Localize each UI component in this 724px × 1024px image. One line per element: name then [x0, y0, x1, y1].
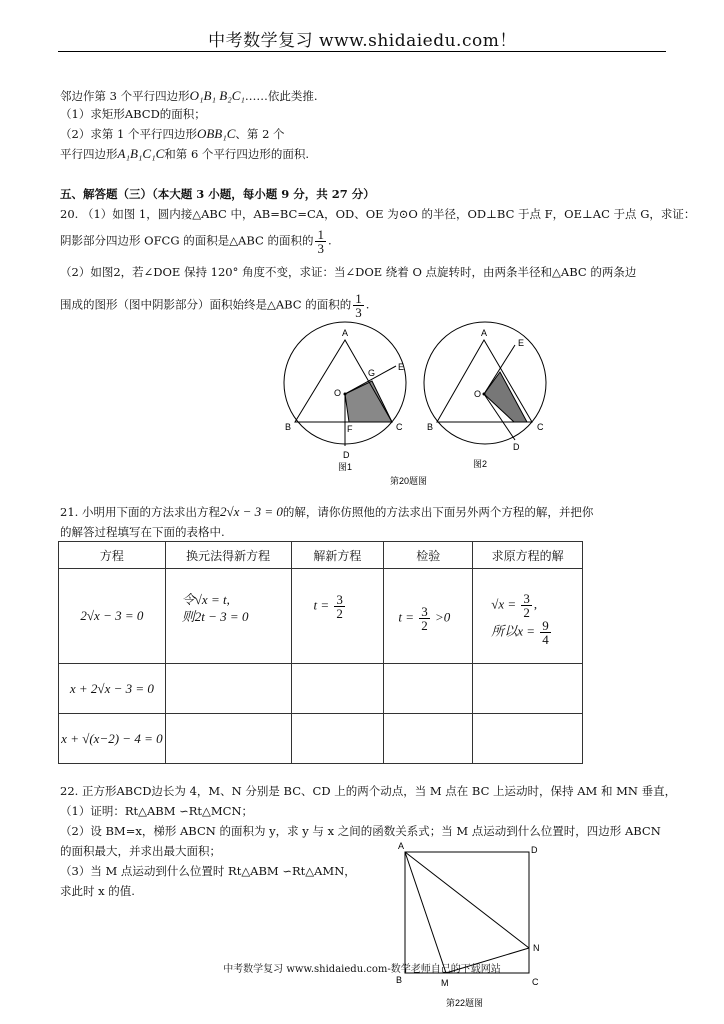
label-b: B — [396, 975, 403, 985]
label-o: O — [334, 388, 342, 398]
label-e: E — [398, 362, 405, 372]
substitution-step-2: 则2t − 3 = 0 — [181, 609, 249, 624]
problem-22-line-5: （3）当 M 点运动到什么位置时 Rt△ABM ∽Rt△AMN， — [60, 864, 356, 878]
question-1: （1）求矩形ABCD的面积； — [60, 107, 206, 121]
fraction-denominator: 3 — [355, 305, 362, 320]
table-row — [59, 714, 583, 764]
problem-20-line-3: （2）如图2，若∠DOE 保持 120° 角度不变，求证：当∠DOE 绕着 O 点旋转时，由两条半径和△ABC 的两条边 — [60, 265, 637, 279]
row-2-equation: x + 2√x − 3 = 0 — [59, 664, 166, 714]
center-point — [344, 393, 347, 396]
problem-22-line-1: 22. 正方形ABCD边长为 4，M、N 分别是 BC、CD 上的两个动点，当 M 点在 BC 上运动时，保持 AM 和 MN 垂直， — [60, 784, 677, 798]
center-point — [483, 393, 486, 396]
continuation-text: 邻边作第 3 个平行四边形 — [60, 89, 190, 103]
segment-am — [405, 852, 446, 973]
label-e: E — [518, 338, 525, 348]
figure-1-label: 图1 — [338, 462, 353, 472]
section-title: 五、解答题（三）（本大题 3 小题，每小题 9 分，共 27 分） — [60, 187, 375, 201]
check-fraction — [419, 605, 430, 632]
fraction-numerator: 1 — [355, 291, 362, 306]
label-a: A — [481, 328, 488, 338]
problem-21-line-2: 的解答过程填写在下面的表格中. — [60, 525, 225, 539]
label-d: D — [513, 442, 520, 452]
shaded-region — [345, 381, 392, 422]
header-equation: 方程 — [59, 542, 166, 569]
problem-22-line-6: 求此时 x 的值. — [60, 884, 135, 898]
fraction-denominator: 2 — [336, 605, 343, 621]
row-3-check — [384, 714, 473, 764]
table-row — [59, 569, 583, 664]
solve-lhs: t = — [313, 596, 330, 612]
fraction-numerator: 3 — [523, 591, 530, 606]
fraction-numerator: 1 — [317, 227, 324, 242]
label-c: C — [396, 422, 403, 432]
shaded-region — [484, 372, 527, 422]
row-1-check — [384, 569, 473, 664]
fraction-denominator: 2 — [523, 605, 530, 620]
label-o: O — [474, 389, 482, 399]
problem-21-line-1 — [60, 504, 593, 520]
row-2-original-solution — [473, 664, 583, 714]
label-f: F — [347, 424, 353, 434]
circle-outline — [424, 322, 546, 444]
row-3-solve — [291, 714, 384, 764]
page-header: 中考数学复习 www.shidaiedu.com！ — [208, 31, 517, 51]
label-g: G — [368, 368, 376, 378]
row-2-substitution — [165, 664, 291, 714]
problem-22-line-3: （2）设 BM=x，梯形 ABCN 的面积为 y，求 y 与 x 之间的函数关系式；当 M 点运动到什么位置时，四边形 ABCN — [60, 824, 661, 838]
row-3-equation: x + √(x−2) − 4 = 0 — [59, 714, 166, 764]
parallelogram-label: A₁B₁C₁C — [117, 146, 165, 161]
label-c: C — [532, 977, 539, 987]
question-2-text: （2）求第 1 个平行四边形 — [60, 127, 197, 141]
orig-lhs: 所以x = — [491, 623, 535, 639]
label-d: D — [531, 845, 538, 855]
check-lhs: t = — [398, 608, 414, 624]
question-2-text-c: 平行四边形 — [60, 147, 118, 161]
figure-22-caption: 第22题图 — [446, 998, 484, 1008]
comma: , — [533, 596, 538, 612]
page-footer: 中考数学复习 www.shidaiedu.com-数学老师自己的下载网站 — [223, 964, 501, 975]
label-a: A — [342, 328, 349, 338]
label-c: C — [537, 422, 544, 432]
row-2-solve — [291, 664, 384, 714]
header-check: 检验 — [384, 542, 473, 569]
problem-20-line-1: 20. （1）如图 1，圆内接△ABC 中，AB=BC=CA，OD、OE 为⊙O 的半径，OD⊥BC 于点 F，OE⊥AC 于点 G，求证： — [60, 207, 696, 221]
table-header-row — [59, 542, 583, 569]
row-3-substitution — [165, 714, 291, 764]
original-solution-step-2 — [491, 619, 582, 646]
figure-2-label: 图2 — [473, 459, 488, 469]
label-b: B — [427, 422, 434, 432]
fraction-denominator: 4 — [542, 632, 549, 647]
fraction-numerator: 3 — [421, 603, 428, 619]
square-abcd — [405, 852, 529, 973]
question-2-text-d: 和第 6 个平行四边形的面积. — [164, 147, 310, 161]
header-solve-new: 解新方程 — [291, 542, 384, 569]
header-original-solution: 求原方程的解 — [473, 542, 583, 569]
problem-22-line-4: 的面积最大，并求出最大面积； — [60, 844, 221, 858]
figure-22 — [396, 841, 540, 1008]
figure-20-caption: 第20题图 — [390, 476, 428, 486]
fraction-numerator: 9 — [542, 618, 549, 633]
problem-21-text-b: 的解，请你仿照他的方法求出下面另外两个方程的解，并把你 — [282, 505, 594, 519]
problem-20-text: 阴影部分四边形 OFCG 的面积是△ABC 的面积的 — [60, 233, 314, 248]
problem-20-text: 围成的图形（图中阴影部分）面积始终是△ABC 的面积的 — [60, 297, 352, 312]
equation: 2√x − 3 = 0 — [219, 504, 283, 519]
figure-1 — [284, 322, 406, 472]
period: . — [327, 233, 332, 248]
substitution-step-1: 令√x = t, — [181, 592, 230, 607]
header-substitution: 换元法得新方程 — [165, 542, 291, 569]
label-n: N — [533, 943, 540, 953]
period: . — [365, 297, 370, 312]
problem-21-text: 21. 小明用下面的方法求出方程 — [60, 505, 220, 519]
table-row — [59, 664, 583, 714]
parallelogram-label: O₁B₁ B₂C₁ — [189, 88, 245, 103]
row-3-original-solution — [473, 714, 583, 764]
fraction-denominator: 3 — [317, 241, 324, 256]
question-2-text-b: 、第 2 个 — [235, 127, 285, 141]
figure-2 — [424, 322, 546, 469]
label-m: M — [441, 978, 449, 988]
segment-an — [405, 852, 529, 948]
label-d: D — [343, 450, 350, 460]
label-b: B — [285, 422, 292, 432]
solution-table — [58, 541, 583, 764]
original-solution-step-1 — [491, 592, 582, 619]
orig-lhs: √x = — [491, 596, 517, 612]
fraction-denominator: 2 — [421, 617, 428, 633]
parallelogram-label: OBB₁C — [196, 126, 236, 141]
row-2-check — [384, 664, 473, 714]
label-a: A — [398, 841, 405, 851]
row-1-substitution — [165, 569, 291, 664]
continuation-tail: ……依此类推. — [244, 89, 318, 103]
row-1-original-solution — [473, 569, 583, 664]
orig-fraction — [540, 619, 551, 646]
solve-fraction — [334, 593, 345, 620]
orig-fraction — [521, 592, 532, 619]
row-1-solve — [291, 569, 384, 664]
problem-22-line-2: （1）证明：Rt△ABM ∽Rt△MCN； — [60, 804, 254, 818]
row-1-equation: 2√x − 3 = 0 — [59, 569, 166, 664]
fraction-numerator: 3 — [336, 591, 343, 607]
check-rhs: >0 — [435, 608, 451, 624]
